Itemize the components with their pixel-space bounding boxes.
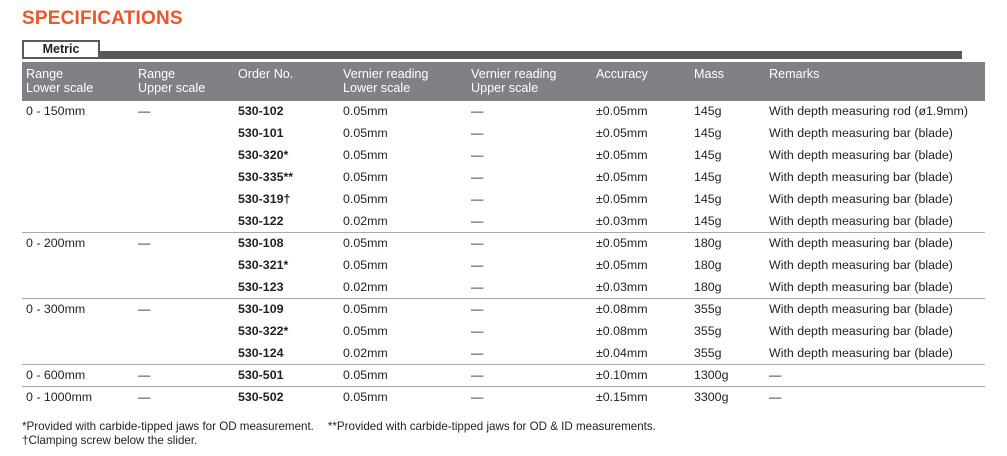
cell-range-upper [134,343,234,365]
table-header-row [22,62,985,101]
cell-order-no: 530-322* [234,321,339,343]
cell-range-lower: 0 - 300mm [22,299,134,321]
cell-accuracy: ±0.08mm [592,321,690,343]
cell-range-lower: 0 - 600mm [22,365,134,387]
cell-range-lower [22,321,134,343]
cell-range-upper [134,167,234,189]
table-row [22,233,985,255]
cell-accuracy: ±0.03mm [592,277,690,299]
cell-mass: 145g [690,167,765,189]
cell-vernier-upper: — [467,123,592,145]
header-vernier-lower-line2: Lower scale [343,81,411,95]
cell-vernier-lower: 0.05mm [339,255,467,277]
metric-tab-label: Metric [22,40,100,59]
cell-remarks: With depth measuring bar (blade) [765,145,985,167]
cell-range-upper [134,321,234,343]
header-vernier-upper-line2: Upper scale [471,81,539,95]
cell-accuracy: ±0.10mm [592,365,690,387]
cell-vernier-lower: 0.05mm [339,233,467,255]
cell-range-lower [22,189,134,211]
cell-order-no: 530-108 [234,233,339,255]
cell-vernier-upper: — [467,321,592,343]
cell-accuracy: ±0.05mm [592,167,690,189]
cell-vernier-lower: 0.02mm [339,343,467,365]
footnote-line-2: †Clamping screw below the slider. [22,434,198,447]
cell-mass: 355g [690,343,765,365]
table-row [22,211,985,233]
cell-accuracy: ±0.05mm [592,189,690,211]
cell-range-upper: — [134,365,234,387]
table-row [22,255,985,277]
header-range-lower [22,62,134,101]
table-row [22,123,985,145]
table-row [22,167,985,189]
cell-range-lower: 0 - 1000mm [22,387,134,409]
table-header [22,62,985,101]
cell-remarks: With depth measuring bar (blade) [765,255,985,277]
table-row [22,387,985,409]
cell-range-lower [22,277,134,299]
cell-order-no: 530-502 [234,387,339,409]
cell-vernier-upper: — [467,277,592,299]
cell-range-upper [134,255,234,277]
cell-mass: 180g [690,277,765,299]
cell-remarks: — [765,387,985,409]
cell-remarks: — [765,365,985,387]
cell-vernier-lower: 0.05mm [339,189,467,211]
cell-range-upper [134,145,234,167]
header-vernier-upper [467,62,592,101]
table-row [22,101,985,123]
cell-mass: 145g [690,211,765,233]
cell-accuracy: ±0.05mm [592,255,690,277]
cell-range-lower [22,343,134,365]
cell-range-upper: — [138,104,151,118]
table-row [22,299,985,321]
cell-order-no: 530-102 [238,104,284,118]
header-range-upper-line1: Range [138,67,176,81]
cell-range-lower [22,123,134,145]
cell-order-no: 530-321* [234,255,339,277]
cell-order-no: 530-109 [234,299,339,321]
cell-remarks: With depth measuring bar (blade) [765,211,985,233]
cell-range-lower: 0 - 200mm [22,233,134,255]
table-row [22,189,985,211]
cell-mass: 1300g [690,365,765,387]
cell-vernier-upper: — [467,299,592,321]
cell-accuracy: ±0.05mm [592,233,690,255]
cell-range-upper [134,277,234,299]
cell-vernier-lower: 0.05mm [339,123,467,145]
cell-range-lower: 0 - 150mm [26,104,86,118]
cell-remarks: With depth measuring bar (blade) [765,299,985,321]
cell-range-lower [22,255,134,277]
cell-range-upper: — [134,233,234,255]
specifications-table [22,62,985,408]
metric-section-bar [22,40,962,59]
header-order-no [234,62,339,101]
cell-vernier-lower: 0.05mm [339,145,467,167]
cell-range-upper: — [134,299,234,321]
header-range-lower-line2: Lower scale [26,81,94,95]
cell-order-no: 530-124 [234,343,339,365]
table-body [22,101,985,408]
cell-mass: 355g [690,299,765,321]
footnote-asterisk: *Provided with carbide-tipped jaws for OD measurement. [22,420,314,433]
cell-range-upper [134,211,234,233]
cell-vernier-lower: 0.02mm [339,277,467,299]
header-accuracy [592,62,690,101]
cell-order-no: 530-122 [234,211,339,233]
cell-range-lower [22,145,134,167]
cell-mass: 145g [690,145,765,167]
cell-accuracy: ±0.05mm [596,104,648,118]
table-row [22,343,985,365]
table-row [22,277,985,299]
cell-order-no: 530-123 [234,277,339,299]
cell-accuracy: ±0.15mm [592,387,690,409]
footnote-line-1 [22,420,982,434]
cell-vernier-lower: 0.05mm [339,321,467,343]
cell-range-upper [134,189,234,211]
cell-vernier-upper: — [467,365,592,387]
header-vernier-upper-line1: Vernier reading [471,67,557,81]
cell-accuracy: ±0.08mm [592,299,690,321]
cell-remarks: With depth measuring bar (blade) [765,321,985,343]
cell-mass: 180g [690,233,765,255]
cell-range-lower [22,211,134,233]
cell-order-no: 530-101 [234,123,339,145]
cell-accuracy: ±0.03mm [592,211,690,233]
cell-order-no: 530-501 [234,365,339,387]
cell-order-no: 530-319† [234,189,339,211]
header-mass-line1: Mass [694,67,725,81]
header-range-lower-line1: Range [26,67,64,81]
cell-remarks: With depth measuring bar (blade) [765,233,985,255]
cell-vernier-upper: — [467,167,592,189]
cell-vernier-upper: — [471,104,484,118]
header-mass [690,62,765,101]
cell-vernier-upper: — [467,189,592,211]
cell-accuracy: ±0.04mm [592,343,690,365]
metric-rule [100,51,962,59]
cell-range-upper [134,123,234,145]
header-vernier-lower [339,62,467,101]
cell-order-no: 530-335** [234,167,339,189]
cell-remarks: With depth measuring bar (blade) [765,277,985,299]
cell-remarks: With depth measuring bar (blade) [765,189,985,211]
table-row [22,365,985,387]
cell-vernier-upper: — [467,233,592,255]
cell-mass: 355g [690,321,765,343]
page-title: SPECIFICATIONS [22,8,183,29]
cell-order-no: 530-320* [234,145,339,167]
table-row [22,321,985,343]
cell-vernier-lower: 0.05mm [339,167,467,189]
cell-vernier-upper: — [467,255,592,277]
cell-mass: 145g [690,189,765,211]
footnote-double-asterisk: **Provided with carbide-tipped jaws for OD & ID measurements. [327,420,656,433]
header-accuracy-line1: Accuracy [596,67,648,81]
cell-vernier-lower: 0.05mm [339,299,467,321]
cell-vernier-upper: — [467,343,592,365]
cell-accuracy: ±0.05mm [592,123,690,145]
cell-remarks: With depth measuring bar (blade) [765,123,985,145]
table-row [22,145,985,167]
cell-vernier-lower: 0.02mm [339,211,467,233]
cell-remarks: With depth measuring rod (ø1.9mm) [769,104,969,118]
cell-remarks: With depth measuring bar (blade) [765,167,985,189]
cell-vernier-lower: 0.05mm [343,104,388,118]
cell-vernier-upper: — [467,145,592,167]
header-remarks [765,62,985,101]
footnotes [22,420,982,448]
cell-mass: 180g [690,255,765,277]
cell-vernier-upper: — [467,387,592,409]
cell-range-upper: — [134,387,234,409]
cell-accuracy: ±0.05mm [592,145,690,167]
cell-mass: 145g [694,104,722,118]
cell-vernier-lower: 0.05mm [339,387,467,409]
header-range-upper-line2: Upper scale [138,81,206,95]
cell-vernier-lower: 0.05mm [339,365,467,387]
cell-vernier-upper: — [467,211,592,233]
header-order-no-line1: Order No. [238,67,294,81]
header-vernier-lower-line1: Vernier reading [343,67,429,81]
cell-remarks: With depth measuring bar (blade) [765,343,985,365]
cell-range-lower [22,167,134,189]
header-range-upper [134,62,234,101]
cell-mass: 145g [690,123,765,145]
header-remarks-line1: Remarks [769,67,820,81]
cell-mass: 3300g [690,387,765,409]
